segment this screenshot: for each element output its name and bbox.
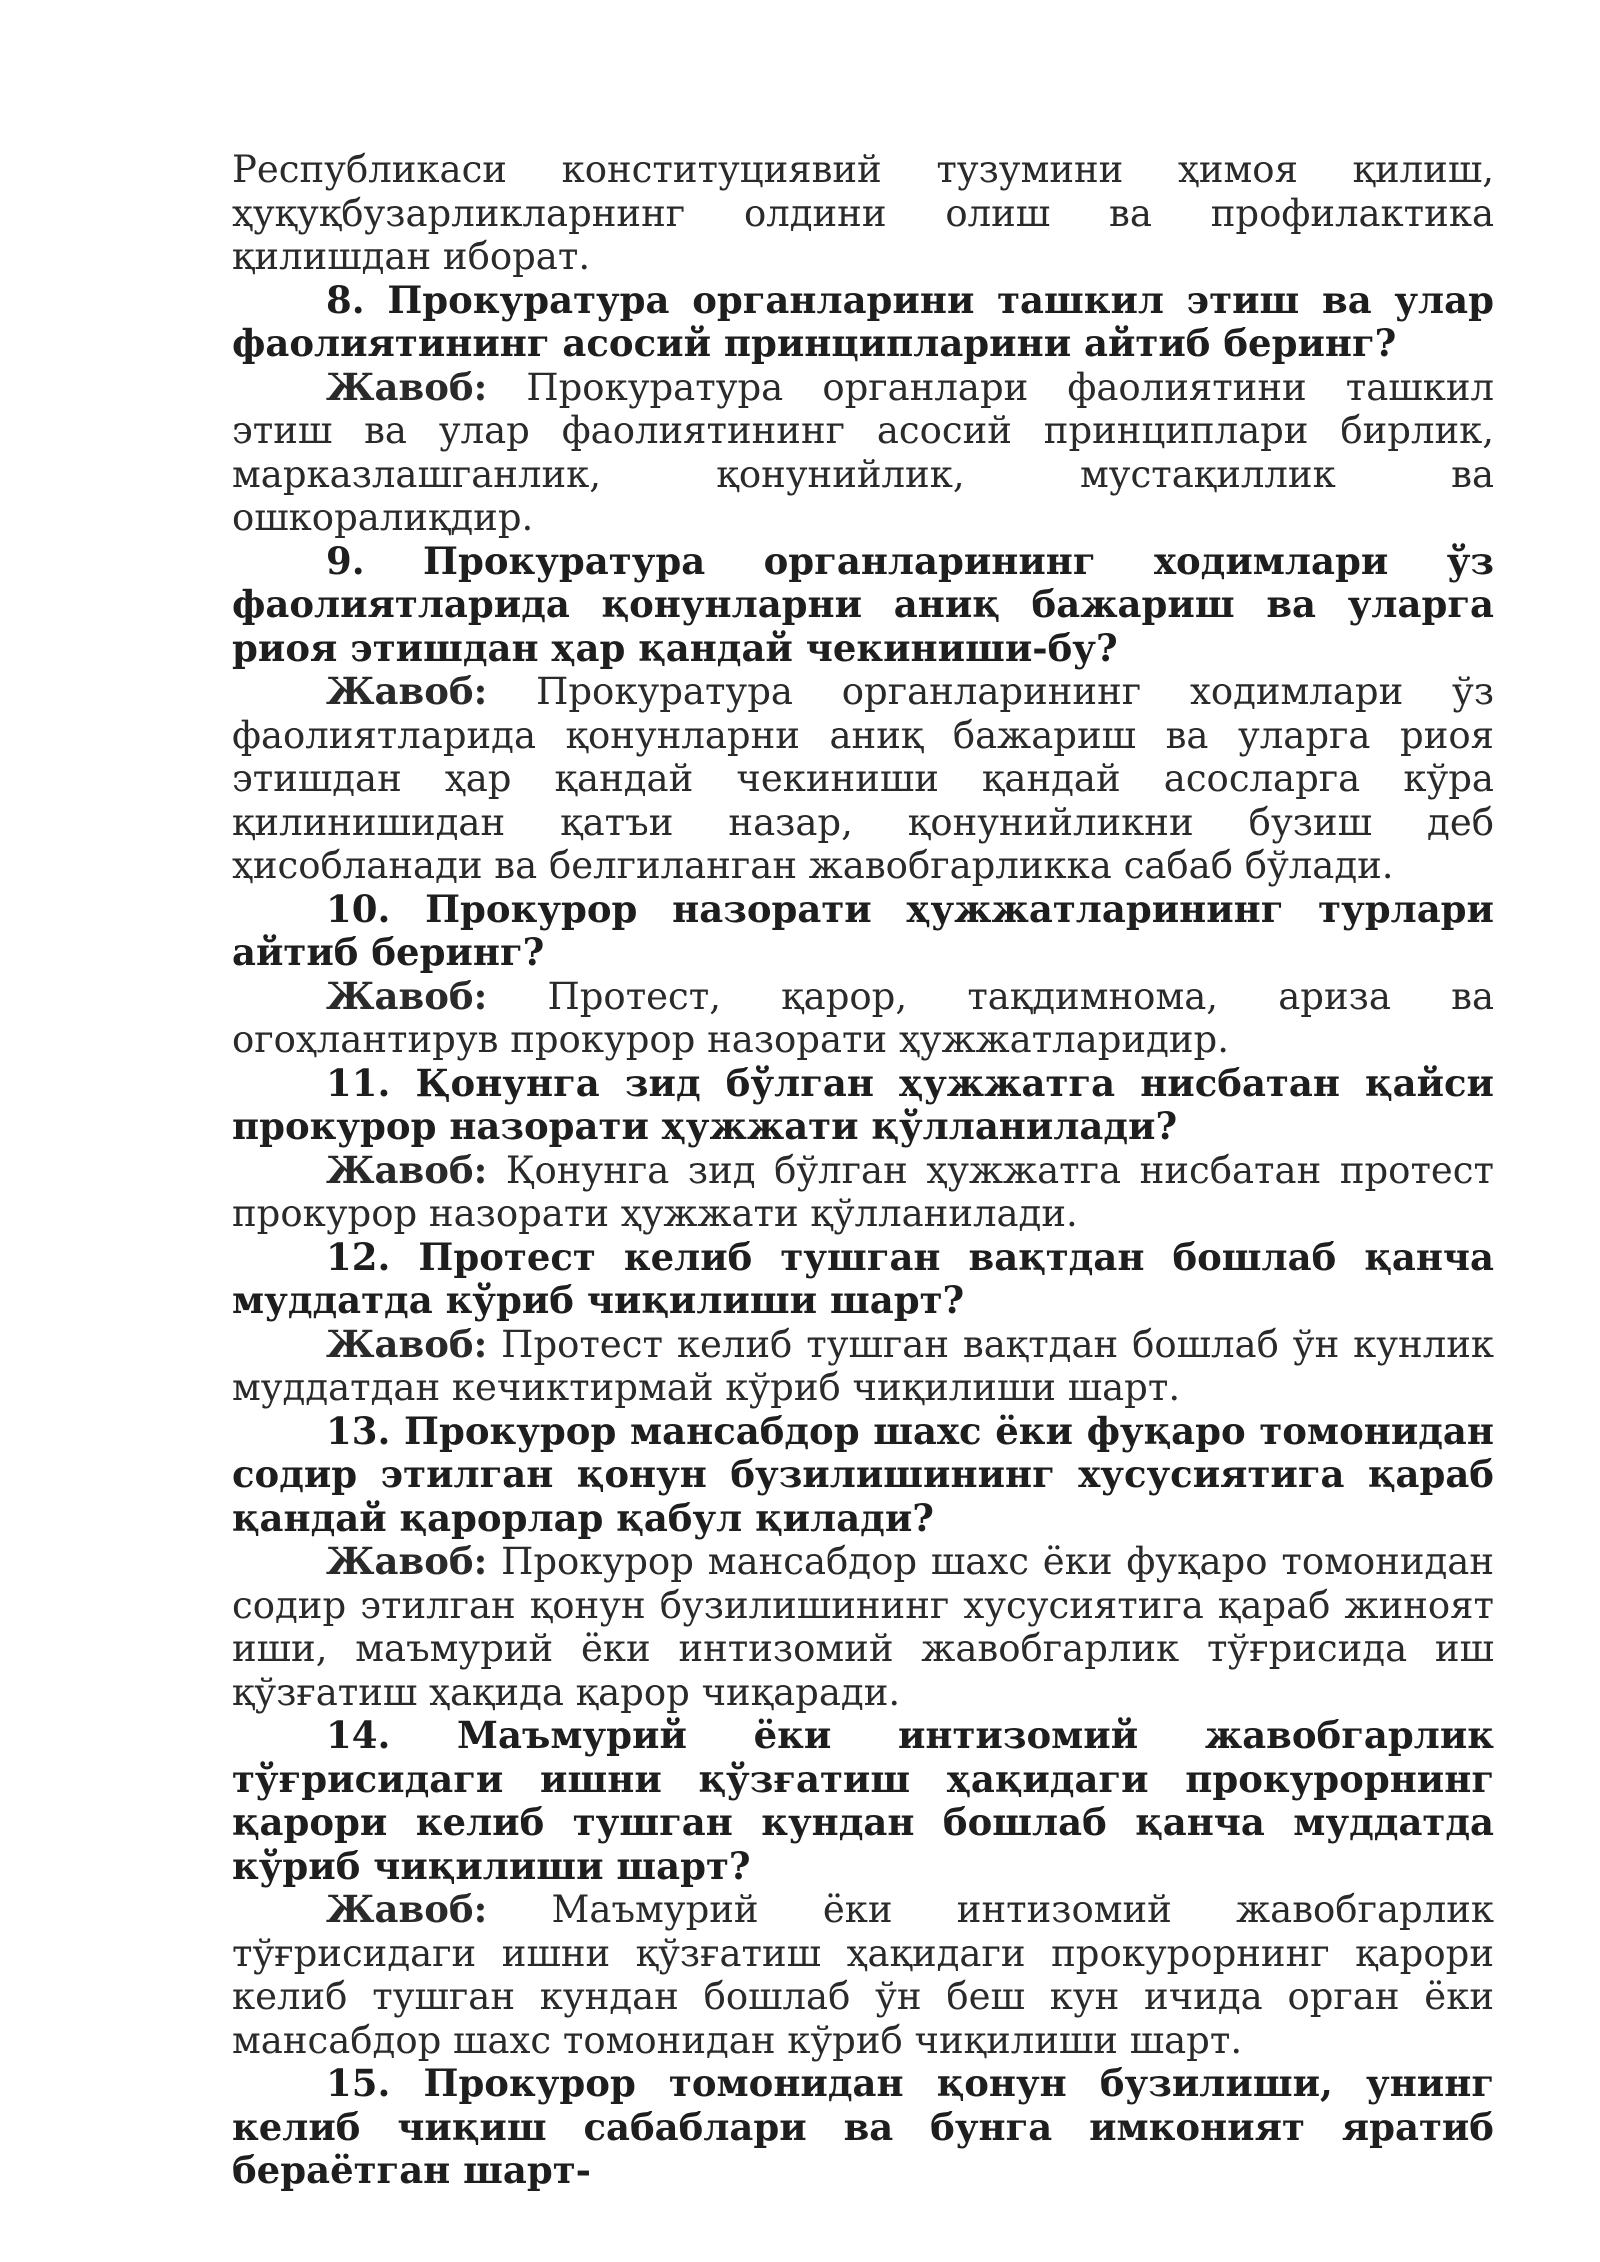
- answer-paragraph: [232, 1888, 1494, 2062]
- answer-label: Жавоб:: [326, 1321, 488, 1366]
- answer-text: Прокуратура органлари фаолиятини ташкил этиш ва улар фаолиятининг асосий принциплари бирлик, марказлашганлик, қонунийлик, мустақиллик ва ошкоралиқдир.: [232, 365, 1494, 539]
- answer-paragraph: [232, 366, 1494, 540]
- answer-paragraph: [232, 1149, 1494, 1236]
- answer-paragraph: [232, 1323, 1494, 1410]
- question-text: Прокурор назорати ҳужжатларининг турлари айтиб беринг?: [232, 886, 1494, 974]
- answer-text: Прокурор мансабдор шахс ёки фуқаро томонидан содир этилган қонун бузилишининг хусусиятига қараб жиноят иши, маъмурий ёки интизомий жавобгарлик тўғрисида иш қўзғатиш ҳақида қарор чиқаради.: [232, 1540, 1494, 1714]
- document-page: [232, 148, 1494, 2193]
- question-text: Қонунга зид бўлган ҳужжатга нисбатан қайси прокурор назорати ҳужжати қўлланилади?: [232, 1060, 1494, 1148]
- answer-paragraph: [232, 670, 1494, 888]
- question-paragraph: [232, 1410, 1494, 1541]
- question-text: Прокуратура органларининг ходимлари ўз фаолиятларида қонунларни аниқ бажариш ва уларга риоя этишдан ҳар қандай чекиниши-бу?: [232, 538, 1494, 670]
- question-number: 9.: [326, 538, 365, 583]
- question-text: Прокурор томонидан қонун бузилиши, унинг келиб чиқиш сабаблари ва бунга имконият яратиб бераётган шарт-: [232, 2061, 1494, 2192]
- question-paragraph: [232, 1236, 1494, 1323]
- answer-label: Жавоб:: [326, 1147, 488, 1192]
- question-text: Прокурор мансабдор шахс ёки фуқаро томонидан содир этилган қонун бузилишининг хусусиятига қараб қандай қарорлар қабул қилади?: [232, 1408, 1494, 1540]
- question-paragraph: [232, 1714, 1494, 1888]
- question-paragraph: [232, 540, 1494, 671]
- question-number: 14.: [326, 1713, 391, 1757]
- answer-label: Жавоб:: [326, 669, 488, 713]
- question-number: 11.: [326, 1060, 391, 1105]
- question-number: 12.: [326, 1234, 391, 1279]
- answer-paragraph: [232, 1540, 1494, 1714]
- question-paragraph: [232, 1062, 1494, 1149]
- question-number: 10.: [326, 886, 391, 931]
- question-number: 13.: [326, 1408, 391, 1453]
- answer-text: Маъмурий ёки интизомий жавобгарлик тўғрисидаги ишни қўзғатиш ҳақидаги прокурорнинг қарори келиб тушган кундан бошлаб ўн беш кун ичида орган ёки мансабдор шахс томонидан кўриб чиқилиши шарт.: [232, 1888, 1494, 2062]
- answer-label: Жавоб:: [326, 1539, 488, 1583]
- question-number: 15.: [326, 2061, 391, 2105]
- question-paragraph: [232, 279, 1494, 366]
- answer-text: Қонунга зид бўлган ҳужжатга нисбатан протест прокурор назорати ҳужжати қўлланилади.: [232, 1148, 1494, 1235]
- question-number: 8.: [326, 277, 365, 322]
- question-text: Протест келиб тушган вақтдан бошлаб қанча муддатда кўриб чиқилиши шарт?: [232, 1234, 1494, 1322]
- answer-text: Прокуратура органларининг ходимлари ўз фаолиятларида қонунларни аниқ бажариш ва уларга риоя этишдан ҳар қандай чекиниши қандай асосларга кўра қилинишидан қатъи назар, қонунийликни бузиш деб ҳисобланади ва белгиланган жавобгарликка сабаб бўлади.: [232, 670, 1495, 887]
- answer-label: Жавоб:: [326, 1887, 488, 1931]
- qa-list: [232, 279, 1494, 2193]
- answer-paragraph: [232, 975, 1494, 1062]
- answer-label: Жавоб:: [326, 364, 488, 409]
- answer-label: Жавоб:: [326, 973, 488, 1018]
- question-paragraph: [232, 888, 1494, 975]
- answer-text: Протест келиб тушган вақтдан бошлаб ўн кунлик муддатдан кечиктирмай кўриб чиқилиши шарт.: [232, 1322, 1494, 1409]
- answer-text: Протест, қарор, тақдимнома, ариза ва огоҳлантирув прокурор назорати ҳужжатларидир.: [232, 974, 1494, 1061]
- question-paragraph: [232, 2062, 1494, 2193]
- question-text: Прокуратура органларини ташкил этиш ва улар фаолиятининг асосий принципларини айтиб беринг?: [232, 277, 1494, 365]
- intro-paragraph: Республикаси конституциявий тузумини ҳимоя қилиш, ҳуқуқбузарликларнинг олдини олиш ва профилактика қилишдан иборат.: [232, 148, 1494, 278]
- question-text: Маъмурий ёки интизомий жавобгарлик тўғрисидаги ишни қўзғатиш ҳақидаги прокурорнинг қарори келиб тушган кундан бошлаб қанча муддатда кўриб чиқилиши шарт?: [232, 1713, 1495, 1888]
